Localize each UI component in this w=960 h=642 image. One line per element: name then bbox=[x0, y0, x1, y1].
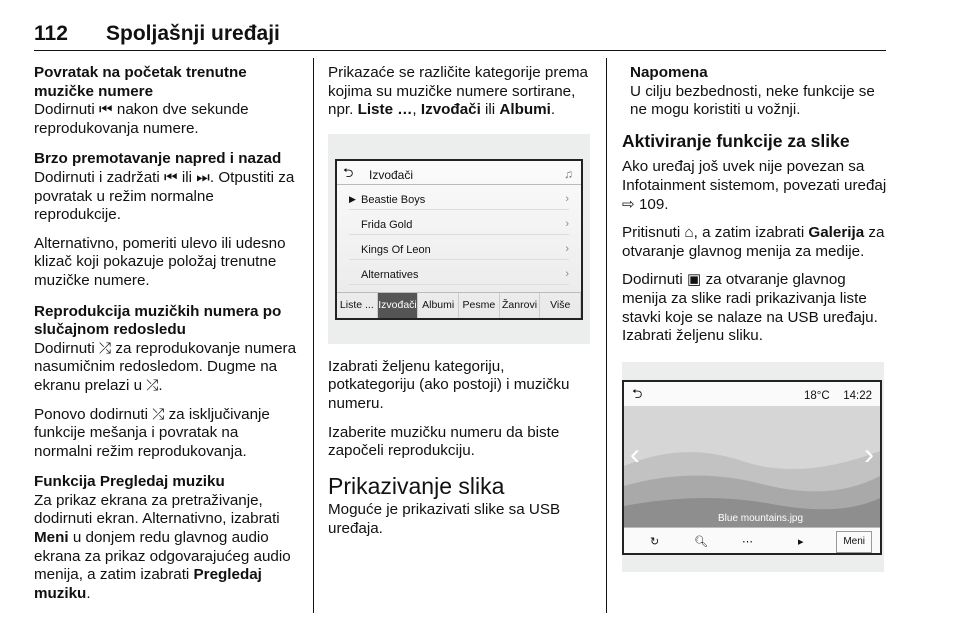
column-2 bbox=[328, 64, 590, 549]
bold-term: Galerija bbox=[808, 224, 865, 242]
category-tab[interactable]: Izvođači bbox=[378, 293, 419, 318]
page-number: 112 bbox=[34, 22, 68, 45]
text-run: , bbox=[412, 101, 421, 119]
temperature-readout: 18°C bbox=[804, 389, 830, 402]
screen-title-bar bbox=[337, 161, 581, 185]
picture-viewer-illustration bbox=[622, 362, 884, 572]
category-tab[interactable]: Više bbox=[540, 293, 581, 318]
bold-term: Pregledaj muziku bbox=[34, 566, 262, 602]
artist-list bbox=[337, 185, 581, 285]
paragraph: Dodirnuti ⏮ nakon dve sekunde reprodukovanja numere. bbox=[34, 101, 249, 137]
column-3 bbox=[622, 64, 888, 572]
page-header bbox=[34, 22, 280, 46]
section-title: Funkcija Pregledaj muziku bbox=[34, 473, 225, 491]
paragraph: Dodirnuti ⤮ za reprodukovanje numera nasumičnim redosledom. Dugme na ekranu prelazi u ⤮. bbox=[34, 339, 297, 394]
paragraph: Ako uređaj još uvek nije povezan sa Infotainment sistemom, povezati uređaj ⇨ 109. bbox=[622, 158, 887, 213]
category-tab[interactable]: Pesme bbox=[459, 293, 500, 318]
section-heading: Prikazivanje slika bbox=[328, 472, 505, 499]
menu-button[interactable]: Meni bbox=[836, 531, 872, 554]
column-divider-2 bbox=[606, 58, 607, 613]
artist-list-item[interactable] bbox=[349, 235, 569, 260]
artists-screen-illustration bbox=[328, 134, 590, 344]
text-run: Prikazaće se različite kategorije prema kojima su muzičke numere sortirane, npr. bbox=[328, 64, 588, 119]
image-filename: Blue mountains.jpg bbox=[718, 512, 804, 524]
paragraph bbox=[622, 224, 888, 261]
header-rule bbox=[34, 50, 886, 51]
section-shuffle bbox=[34, 303, 300, 462]
next-image-icon[interactable]: › bbox=[864, 437, 874, 471]
paragraph: Ponovo dodirnuti ⤮ za isključivanje funkcije mešanja i povratak na normalni režim reprodukovanja. bbox=[34, 405, 270, 460]
infotainment-screen bbox=[335, 159, 583, 320]
category-tab[interactable]: Liste ... bbox=[337, 293, 378, 318]
bold-term: Izvođači bbox=[420, 101, 481, 119]
chevron-right-icon: › bbox=[565, 267, 569, 280]
music-note-icon: ♫ bbox=[564, 166, 573, 181]
paragraph: Dodirnuti ▣ za otvaranje glavnog menija za slike radi prikazivanja liste stavki koje se nalaze na USB uređaju. Izabrati željenu sliku. bbox=[622, 271, 878, 345]
bold-term: Meni bbox=[34, 529, 69, 547]
artist-list-item[interactable] bbox=[349, 260, 569, 285]
note-box bbox=[622, 64, 888, 120]
chevron-right-icon: › bbox=[565, 217, 569, 230]
slideshow-icon[interactable]: ⋯ bbox=[742, 535, 753, 548]
screen-title-bar bbox=[624, 382, 880, 407]
paragraph: Dodirnuti i zadržati ⏮ ili ⏭. Otpustiti za povratak u režim normalne reprodukcije. bbox=[34, 168, 295, 224]
column-1 bbox=[34, 64, 300, 615]
previous-image-icon[interactable]: ‹ bbox=[630, 437, 640, 471]
chevron-right-icon: › bbox=[565, 242, 569, 255]
artist-name: Beastie Boys bbox=[361, 193, 426, 206]
paragraph: Moguće je prikazivati slike sa USB uređaja. bbox=[328, 501, 561, 537]
section-restart-track bbox=[34, 64, 300, 138]
text-run: u donjem redu glavnog audio ekrana za prikaz odgovarajućeg audio menija, a zatim izabrati bbox=[34, 529, 291, 584]
paragraph bbox=[328, 64, 590, 120]
bold-term: Albumi bbox=[499, 101, 551, 119]
back-arrow-icon[interactable]: ⮌ bbox=[632, 385, 643, 401]
text-run: . bbox=[86, 584, 91, 602]
playing-indicator-icon: ▶ bbox=[349, 193, 356, 204]
paragraph bbox=[34, 492, 300, 604]
note-title: Napomena bbox=[630, 64, 708, 81]
note-text: U cilju bezbednosti, neke funkcije se ne mogu koristiti u vožnji. bbox=[630, 82, 875, 119]
section-browse-music bbox=[34, 473, 300, 603]
column-divider-1 bbox=[313, 58, 314, 613]
text-run: ili bbox=[480, 101, 500, 119]
play-icon[interactable]: ▸ bbox=[798, 535, 804, 548]
screen-title: Izvođači bbox=[369, 167, 414, 182]
text-run: Za prikaz ekrana za pretraživanje, dodirnuti ekran. Alternativno, izabrati bbox=[34, 491, 280, 528]
section-title: Povratak na početak trenutne muzičke numere bbox=[34, 64, 247, 100]
section-title: Brzo premotavanje napred i nazad bbox=[34, 150, 282, 168]
chevron-right-icon: › bbox=[565, 192, 569, 205]
artist-name: Alternatives bbox=[361, 268, 419, 281]
rotate-icon[interactable]: ↻ bbox=[650, 535, 660, 548]
text-run: za otvaranje glavnog menija za medije. bbox=[622, 224, 885, 260]
bold-term: Liste … bbox=[357, 101, 413, 119]
category-tab[interactable]: Žanrovi bbox=[500, 293, 541, 318]
section-heading: Aktiviranje funkcije za slike bbox=[622, 130, 850, 151]
artist-name: Frida Gold bbox=[361, 218, 413, 231]
text-run: . bbox=[550, 101, 556, 119]
paragraph: Alternativno, pomeriti ulevo ili udesno klizač koji pokazuje položaj trenutne muzičke numere. bbox=[34, 234, 286, 289]
page-title: Spoljašnji uređaji bbox=[106, 22, 280, 45]
zoom-icon[interactable]: 🔍︎ bbox=[694, 535, 708, 548]
artist-list-item[interactable] bbox=[349, 185, 569, 210]
back-arrow-icon[interactable]: ⮌ bbox=[343, 164, 354, 180]
paragraph: Izabrati željenu kategoriju, potkategoriju (ako postoji) i muzičku numeru. bbox=[328, 357, 570, 412]
artist-list-item[interactable] bbox=[349, 210, 569, 235]
artist-name: Kings Of Leon bbox=[361, 243, 431, 256]
category-tabs bbox=[337, 292, 581, 318]
clock-readout: 14:22 bbox=[843, 389, 872, 402]
viewer-controls bbox=[624, 527, 880, 553]
infotainment-screen bbox=[622, 380, 882, 555]
text-run: Pritisnuti ⌂, a zatim izabrati bbox=[622, 224, 809, 242]
section-fast-forward bbox=[34, 150, 300, 290]
category-tab[interactable]: Albumi bbox=[418, 293, 459, 318]
paragraph: Izaberite muzičku numeru da biste započeli reprodukciju. bbox=[328, 423, 560, 460]
section-title: Reprodukcija muzičkih numera po slučajnom redosledu bbox=[34, 302, 282, 339]
